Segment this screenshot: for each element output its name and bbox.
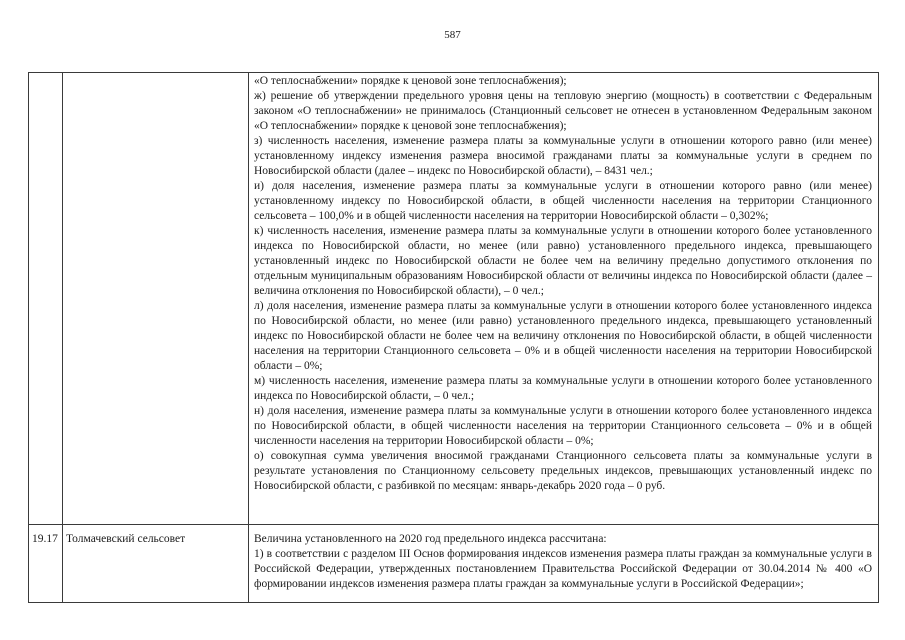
page-number: 587 [444, 29, 461, 41]
paragraph: и) доля населения, изменение размера платы за коммунальные услуги в отношении которого равно (или менее) установленному индексу по Новосибирской области, в общей численности населения на территории Станционного сельсовета – 100,0% и в общей численности населения на территории Новосибирской области – 0,302%; [254, 180, 872, 222]
paragraph: н) доля населения, изменение размера платы за коммунальные услуги в отношении которого более установленного индекса по Новосибирской области, в общей численности населения на территории Станционного сельсовета – 0% и в общей численности населения на территории Новосибирской области – 0%; [254, 405, 872, 447]
paragraph: о) совокупная сумма увеличения вносимой гражданами Станционного сельсовета платы за коммунальные услуги в результате установления по Станционному сельсовету предельных индексов, превышающих установленный индекс по Новосибирской области, с разбивкой по месяцам: январь-декабрь 2020 года – 0 руб. [254, 450, 872, 492]
row-number-cell: 19.17 [29, 525, 63, 603]
paragraph: ж) решение об утверждении предельного уровня цены на тепловую энергию (мощность) в соответствии с Федеральным законом «О теплоснабжении» не принималось (Станционный сельсовет не отнесен в установленном Федеральным законом «О теплоснабжении» порядке к ценовой зоне теплоснабжения); [254, 90, 872, 132]
row-number-cell [29, 73, 63, 525]
paragraph: 1) в соответствии с разделом III Основ формирования индексов изменения размера платы граждан за коммунальные услуги в Российской Федерации, утвержденных постановлением Правительства Российской Федерации от 30.04.2014 № 400 «О формировании индексов изменения размера платы граждан за коммунальные услуги в Российской Федерации»; [254, 548, 872, 590]
table-row [29, 525, 879, 603]
description-cell [249, 525, 879, 603]
document-table [28, 72, 879, 603]
paragraph: з) численность населения, изменение размера платы за коммунальные услуги в отношении которого равно (или менее) установленному индексу изменения размера вносимой гражданами платы за коммунальные услуги в среднем по Новосибирской области (далее – индекс по Новосибирской области), – 8431 чел.; [254, 135, 872, 177]
municipality-name-cell [63, 73, 249, 525]
municipality-name-cell: Толмачевский сельсовет [63, 525, 249, 603]
paragraph: л) доля населения, изменение размера платы за коммунальные услуги в отношении которого более установленного индекса по Новосибирской области, но менее (или равно) установленного предельного индекса, превышающего установленный индекс по Новосибирской области не более чем на величину отклонения по Новосибирской области, в общей численности населения на территории Станционного сельсовета – 0% и в общей численности населения на территории Новосибирской области – 0%; [254, 300, 872, 372]
paragraph: к) численность населения, изменение размера платы за коммунальные услуги в отношении которого более установленного индекса по Новосибирской области, но менее (или равно) установленного предельного индекса, превышающего установленный индекс по Новосибирской области не более чем на величину предельно допустимого отклонения по отдельным муниципальным образованиям Новосибирской области от величины индекса по Новосибирской области (далее – величина отклонения по Новосибирской области), – 0 чел.; [254, 225, 872, 297]
table-row [29, 73, 879, 525]
description-cell [249, 73, 879, 525]
paragraph: Величина установленного на 2020 год предельного индекса рассчитана: [254, 533, 607, 545]
paragraph: «О теплоснабжении» порядке к ценовой зоне теплоснабжения); [254, 75, 567, 87]
paragraph: м) численность населения, изменение размера платы за коммунальные услуги в отношении которого более установленного индекса по Новосибирской области, – 0 чел.; [254, 375, 872, 402]
